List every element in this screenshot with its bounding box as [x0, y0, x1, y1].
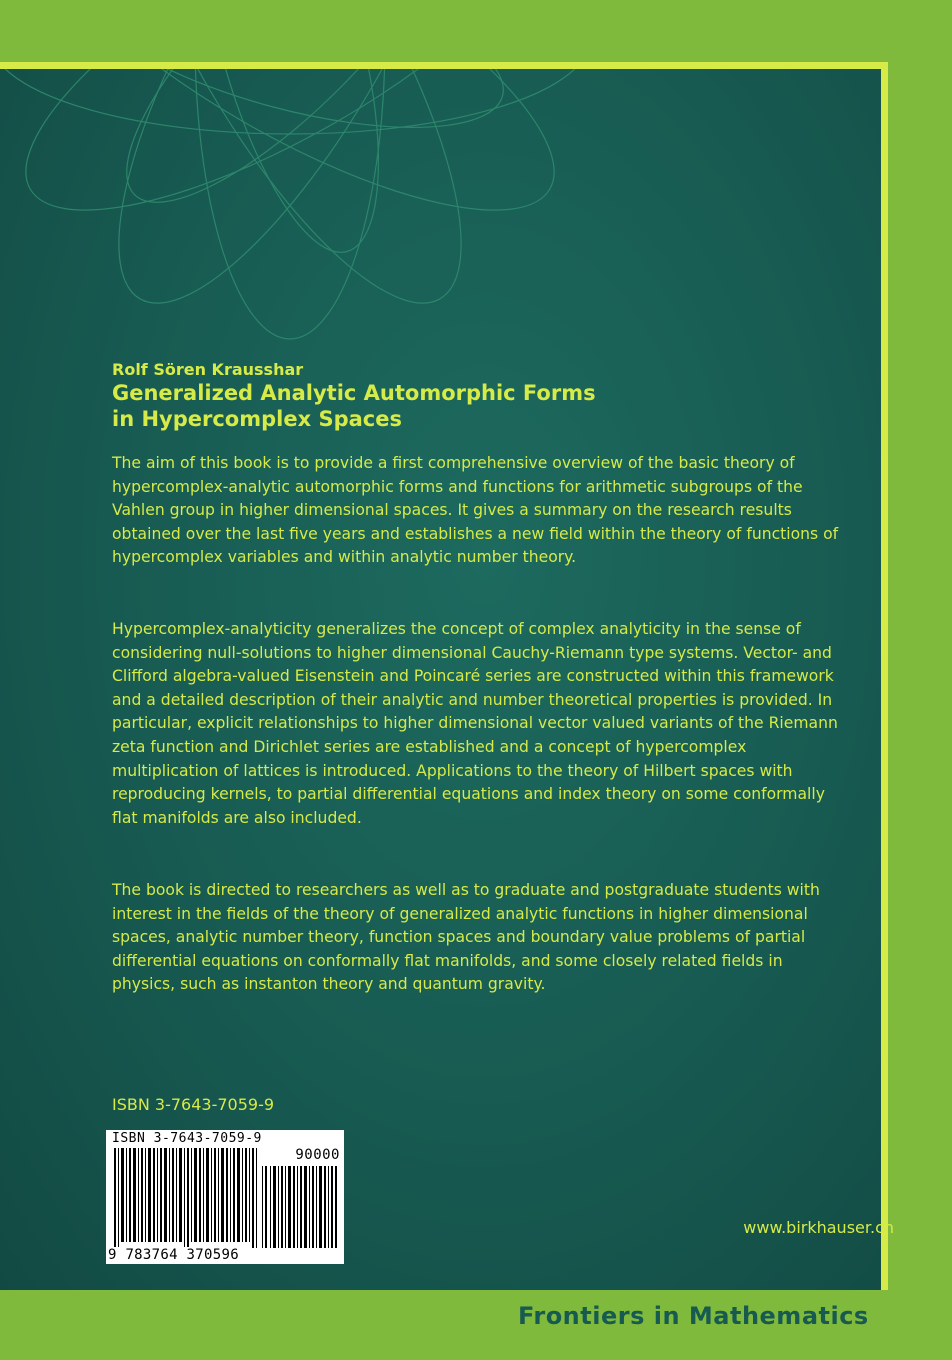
barcode-isbn-text: ISBN 3-7643-7059-9	[112, 1131, 262, 1146]
book-title	[112, 380, 672, 432]
barcode	[106, 1130, 344, 1264]
book-title-line-2: in Hypercomplex Spaces	[112, 407, 402, 431]
series-title: Frontiers in Mathematics	[518, 1302, 869, 1330]
barcode-bars-main	[114, 1148, 260, 1248]
description-paragraph-3: The book is directed to researchers as well as to graduate and postgraduate students with interest in the fields of the theory of generalized analytic functions in higher dimensional spaces, analytic number theory, function spaces and boundary value problems of partial differential equations on conformally flat manifolds, and some closely related fields in physics, such as instanton theory and quantum gravity.	[112, 881, 820, 994]
barcode-bars-addon	[262, 1166, 338, 1248]
publisher-website[interactable]: www.birkhauser.ch	[743, 1218, 894, 1237]
isbn-label: ISBN 3-7643-7059-9	[112, 1095, 275, 1114]
decorative-orbit-pattern	[0, 69, 620, 369]
author-name: Rolf Sören Krausshar	[112, 360, 304, 379]
barcode-price-code: 90000	[295, 1147, 340, 1163]
description-paragraph-2: Hypercomplex-analyticity generalizes the concept of complex analyticity in the sense of considering null-solutions to higher dimensional Cauchy-Riemann type systems. Vector- and Clifford algebra-valued Eisenstein and Poincaré series are constructed within this framework and a detailed description of their analytic and number theoretical properties is provided. In particular, explicit relationships to higher dimensional vector valued variants of the Riemann zeta function and Dirichlet series are established and a concept of hypercomplex multiplication of lattices is introduced. Applications to the theory of Hilbert spaces with reproducing kernels, to partial differential equations and index theory on some conformally flat manifolds are also included.	[112, 620, 838, 827]
book-title-line-1: Generalized Analytic Automorphic Forms	[112, 381, 596, 405]
barcode-ean-number: 9 783764 370596	[108, 1247, 239, 1263]
description-paragraph-1: The aim of this book is to provide a first comprehensive overview of the basic theory of hypercomplex-analytic automorphic forms and functions for arithmetic subgroups of the Vahlen group in higher dimensional spaces. It gives a summary on the research results obtained over the last five years and establishes a new field within the theory of functions of hypercomplex variables and within analytic number theory.	[112, 454, 839, 567]
